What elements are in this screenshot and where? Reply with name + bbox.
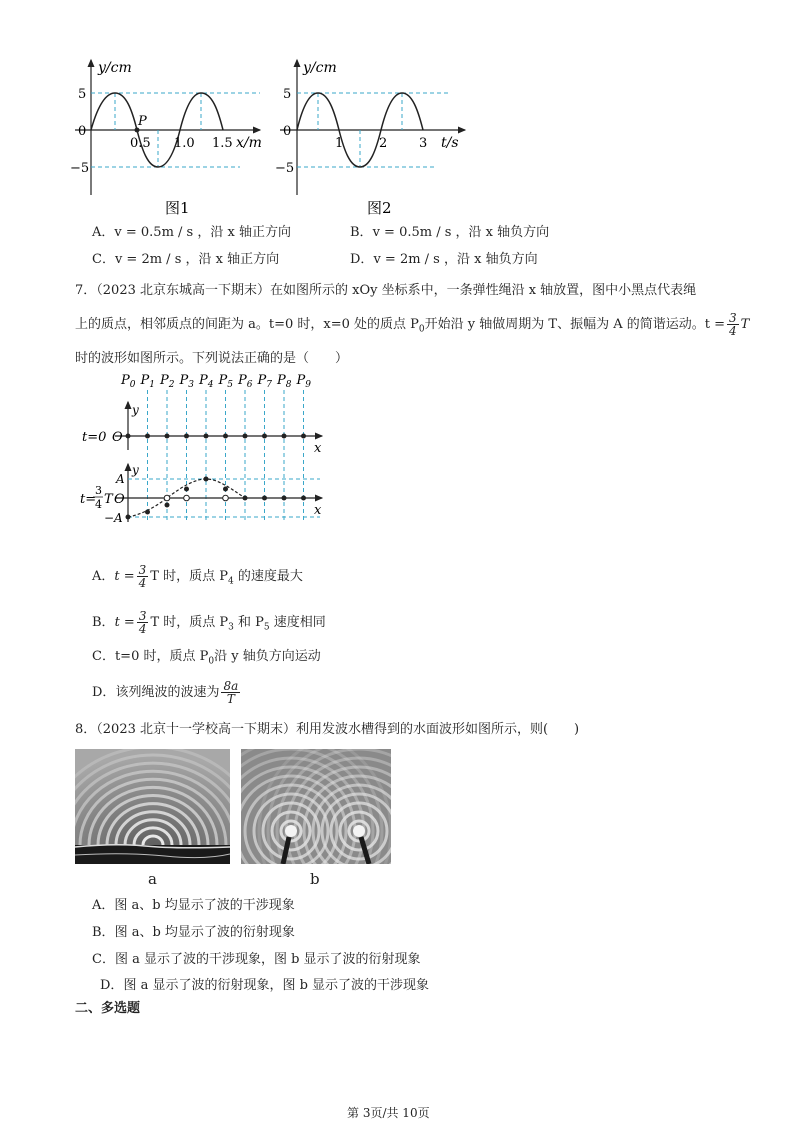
q8-option-d[interactable]: D．图 a 显示了波的衍射现象，图 b 显示了波的干涉现象 <box>100 978 430 993</box>
q8-option-c[interactable]: C．图 a 显示了波的干涉现象，图 b 显示了波的衍射现象 <box>92 952 421 967</box>
fig1-xtick-1.0: 1.0 <box>174 136 195 151</box>
fig1-ytick-0: 0 <box>78 124 87 139</box>
q8-photo-a-diffraction <box>75 749 230 864</box>
q7-particle-label-p5: $P_5$ <box>218 373 233 390</box>
page-footer: 第 3页/共 10页 <box>347 1106 430 1120</box>
q7-stem-line3: 时的波形如图所示。下列说法正确的是（ ） <box>75 351 349 366</box>
q7-row2-dot-p2 <box>165 503 170 508</box>
q7-particle-label-p9: $P_9$ <box>296 373 311 390</box>
fig2-xtick-3: 3 <box>419 136 428 151</box>
q7-row1-dot-p4 <box>204 434 209 439</box>
fig1-caption: 图1 <box>165 199 190 217</box>
q7-row2-dot-p1 <box>145 510 150 515</box>
q7-particle-label-p0: $P_0$ <box>121 373 136 390</box>
fig1-xtick-0.5: 0.5 <box>130 136 151 151</box>
q7-row1-dot-p2 <box>165 434 170 439</box>
fig2-ytick-5: 5 <box>283 87 292 102</box>
q7-row2-eq-marker-p3 <box>184 495 190 501</box>
q7-row2-origin: O <box>114 492 125 507</box>
q7-row1-y: y <box>132 403 139 417</box>
q7-particle-label-p7: $P_7$ <box>257 373 272 390</box>
fig2-xtick-2: 2 <box>379 136 388 151</box>
q6-option-d[interactable]: D．v = 2m / s ，沿 x 轴负方向 <box>350 252 538 267</box>
figure-1-wave-graph <box>70 55 280 220</box>
q7-row2-dot-p0 <box>126 515 131 520</box>
q7-row2-t: T <box>104 492 113 507</box>
q7-row1-dot-p9 <box>301 434 306 439</box>
q7-row2-frac-num: 3 <box>95 484 102 497</box>
fig1-y-label: y/cm <box>98 60 132 76</box>
q7-row1-dot-p8 <box>282 434 287 439</box>
q7-row2-label: t= <box>80 492 97 507</box>
q8-label-a: a <box>148 870 157 888</box>
q7-row2-x: x <box>314 503 322 518</box>
q7-option-d[interactable]: D．该列绳波的波速为 $\frac{8a}{T}$ <box>92 679 239 706</box>
fig2-y-label: y/cm <box>303 60 337 76</box>
q7-row2-dot-p9 <box>301 496 306 501</box>
q7-row2-frac-den: 4 <box>95 498 102 511</box>
q7-row1-dot-p6 <box>243 434 248 439</box>
q7-row1-dot-p7 <box>262 434 267 439</box>
q7-option-b[interactable]: B．t = $\frac{3}{4}$ T 时，质点 $P_3$ 和 $P_5$ 速度相同 <box>92 609 326 636</box>
q7-stem-line1: 7．（2023 北京东城高一下期末）在如图所示的 xOy 坐标系中，一条弹性绳沿 x 轴放置，图中小黑点代表绳 <box>75 283 697 298</box>
figure-2-vibration-graph <box>275 55 475 220</box>
fig2-caption: 图2 <box>367 199 392 217</box>
q7-amp-a: A <box>116 472 125 486</box>
q7-particle-label-p3: $P_3$ <box>179 373 194 390</box>
q7-option-a[interactable]: A．t = $\frac{3}{4}$ T 时，质点 $P_4$ 的速度最大 <box>92 563 303 590</box>
q7-option-c[interactable]: C．t=0 时，质点 $P_0$沿 y 轴负方向运动 <box>92 649 321 667</box>
q7-rope-wave-figure <box>80 372 340 537</box>
q7-row2-dot-p4 <box>204 477 209 482</box>
q7-row1-x: x <box>314 441 322 456</box>
fig2-xtick-1: 1 <box>335 136 344 151</box>
q7-row2-eq-marker-p2 <box>164 495 170 501</box>
q7-particle-label-p6: $P_6$ <box>238 373 253 390</box>
q7-particle-label-p4: $P_4$ <box>199 373 214 390</box>
fig1-xtick-1.5: 1.5 <box>212 136 233 151</box>
q7-particle-label-p1: $P_1$ <box>140 373 155 390</box>
q6-option-a[interactable]: A．v = 0.5m / s ，沿 x 轴正方向 <box>92 225 291 240</box>
q7-particle-label-p2: $P_2$ <box>160 373 175 390</box>
fig2-ytick-0: 0 <box>283 124 292 139</box>
q7-row2-y: y <box>132 463 139 477</box>
q7-row2-dot-p6 <box>243 496 248 501</box>
q8-stem: 8．（2023 北京十一学校高一下期末）利用发波水槽得到的水面波形如图所示，则( ) <box>75 722 580 737</box>
q7-row2-dot-p7 <box>262 496 267 501</box>
q7-row1-origin: O <box>112 430 123 445</box>
q7-row2-dot-p8 <box>282 496 287 501</box>
fig1-ytick-neg5: −5 <box>70 161 90 176</box>
q7-row1-label: t=0 <box>82 430 107 445</box>
q7-row1-dot-p1 <box>145 434 150 439</box>
q6-option-c[interactable]: C．v = 2m / s ，沿 x 轴正方向 <box>92 252 280 267</box>
fig1-x-label: x/m <box>236 135 262 151</box>
fig2-x-label: t/s <box>441 135 459 151</box>
q7-fraction: $\frac{3}{4}$ <box>728 311 737 338</box>
fig1-point-p: P <box>138 114 147 129</box>
fig1-ytick-5: 5 <box>78 87 87 102</box>
section-multiple-choice-heading: 二、多选题 <box>75 1001 141 1016</box>
q7-row2-eq-marker-p5 <box>223 495 229 501</box>
q7-row2-dot-p5 <box>223 487 228 492</box>
q8-option-b[interactable]: B．图 a、b 均显示了波的衍射现象 <box>92 925 295 940</box>
fig2-ytick-neg5: −5 <box>275 161 295 176</box>
q7-stem-line2: 上的质点，相邻质点的间距为 a。t=0 时，x=0 处的质点 $P_0$开始沿 y 轴做周期为 T、振幅为 A 的简谐运动。t = $\frac{3}{4}$ T <box>75 311 750 338</box>
q7-row1-dot-p0 <box>126 434 131 439</box>
q7-row2-dot-p3 <box>184 487 189 492</box>
q6-option-b[interactable]: B．v = 0.5m / s ，沿 x 轴负方向 <box>350 225 550 240</box>
q8-label-b: b <box>310 870 320 888</box>
q7-row1-dot-p5 <box>223 434 228 439</box>
q7-amp-neg-a: −A <box>104 511 123 525</box>
q7-row1-dot-p3 <box>184 434 189 439</box>
q7-particle-label-p8: $P_8$ <box>277 373 292 390</box>
q8-option-a[interactable]: A．图 a、b 均显示了波的干涉现象 <box>92 898 295 913</box>
q8-photo-b-interference <box>241 749 391 864</box>
